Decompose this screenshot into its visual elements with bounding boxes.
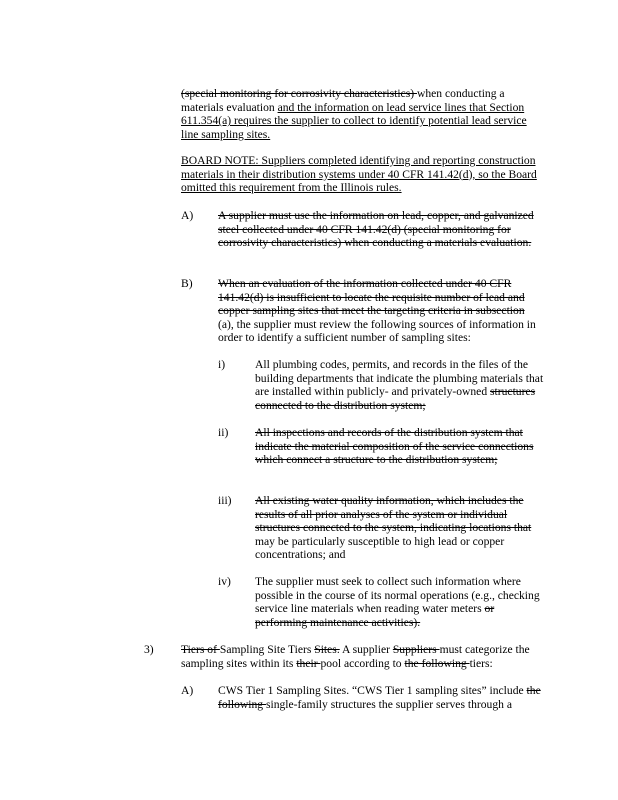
item-3-label: 3) — [144, 643, 154, 656]
sub-iii-text — [255, 494, 545, 562]
deleted-text: structures connected to the distribution system; — [255, 385, 536, 412]
board-note — [181, 154, 543, 195]
text: must categorize the sampling sites within its — [181, 643, 530, 670]
item-3-text — [181, 643, 545, 670]
deleted-text: When an evaluation of the information collected under 40 CFR 141.42(d) is insufficient to locate the requisite number of lead and copper sampling sites that meet the targeting criteria in subsection — [218, 277, 525, 318]
intro-paragraph — [181, 87, 543, 141]
sub-iv-text — [255, 575, 545, 629]
text: (a), the supplier must review the following sources of information in order to identify a sufficient number of sampling sites: — [218, 317, 536, 345]
text: A supplier — [339, 643, 393, 656]
item-B-label: B) — [181, 277, 193, 290]
deleted-text: All inspections and records of the distribution system that indicate the material composition of the service connections which connect a structure to the distribution system; — [255, 426, 534, 467]
deleted-text: the following — [404, 656, 470, 670]
item-3A-label: A) — [181, 684, 194, 697]
deleted-text: Tiers of — [181, 643, 220, 656]
item-3A-text — [218, 684, 545, 711]
sub-i-text — [255, 358, 545, 412]
deleted-text: A supplier must use the information on lead, copper, and galvanized steel collected under 40 CFR 141.42(d) (special monitoring for corrosivity characteristics) when conducting a materials evaluation. — [218, 209, 534, 250]
sub-iv-label: iv) — [218, 575, 231, 588]
deleted-text: Suppliers — [392, 643, 440, 656]
text: Sampling Site Tiers — [219, 643, 315, 656]
text: may be particularly susceptible to high lead or copper concentrations; and — [255, 534, 505, 562]
text: CWS Tier 1 Sampling Sites. “CWS Tier 1 sampling sites” include — [218, 684, 527, 697]
sub-i-label: i) — [218, 358, 226, 371]
deleted-text: Sites. — [314, 643, 340, 656]
sub-ii-label: ii) — [218, 426, 229, 439]
text: tiers: — [469, 656, 493, 670]
text: when conducting a materials evaluation — [181, 87, 505, 114]
board-note-text: BOARD NOTE: Suppliers completed identifying and reporting construction materials in their distribution systems under 40 CFR 141.42(d), so the Board omitted this requirement from the Illinois rules. — [181, 154, 537, 195]
text: pool according to — [320, 656, 405, 670]
deleted-text: their — [296, 656, 321, 670]
sub-ii-text — [255, 426, 545, 467]
text: single-family structures the supplier serves through a — [265, 697, 512, 711]
text: The supplier must seek to collect such information where possible in the course of its normal operations (e.g., checking service line materials when reading water meters — [255, 575, 540, 616]
deleted-text: or performing maintenance activities). — [255, 602, 495, 629]
deleted-text: (special monitoring for corrosivity characteristics) — [181, 87, 417, 100]
inserted-text: and the information on lead service lines that Section 611.354(a) requires the supplier to collect to identify potential lead service line sampling sites. — [181, 100, 527, 141]
item-A-label: A) — [181, 209, 194, 222]
text: All plumbing codes, permits, and records in the files of the building departments that indicate the plumbing materials that are installed within publicly- and privately-owned — [255, 358, 544, 399]
deleted-text: All existing water quality information, which includes the results of all prior analyses of the system or individual structures connected to the system, indicating locations that — [255, 494, 532, 535]
deleted-text: the following — [218, 684, 541, 711]
sub-iii-label: iii) — [218, 494, 232, 507]
item-B-text — [218, 277, 543, 345]
item-A-text — [218, 209, 543, 250]
